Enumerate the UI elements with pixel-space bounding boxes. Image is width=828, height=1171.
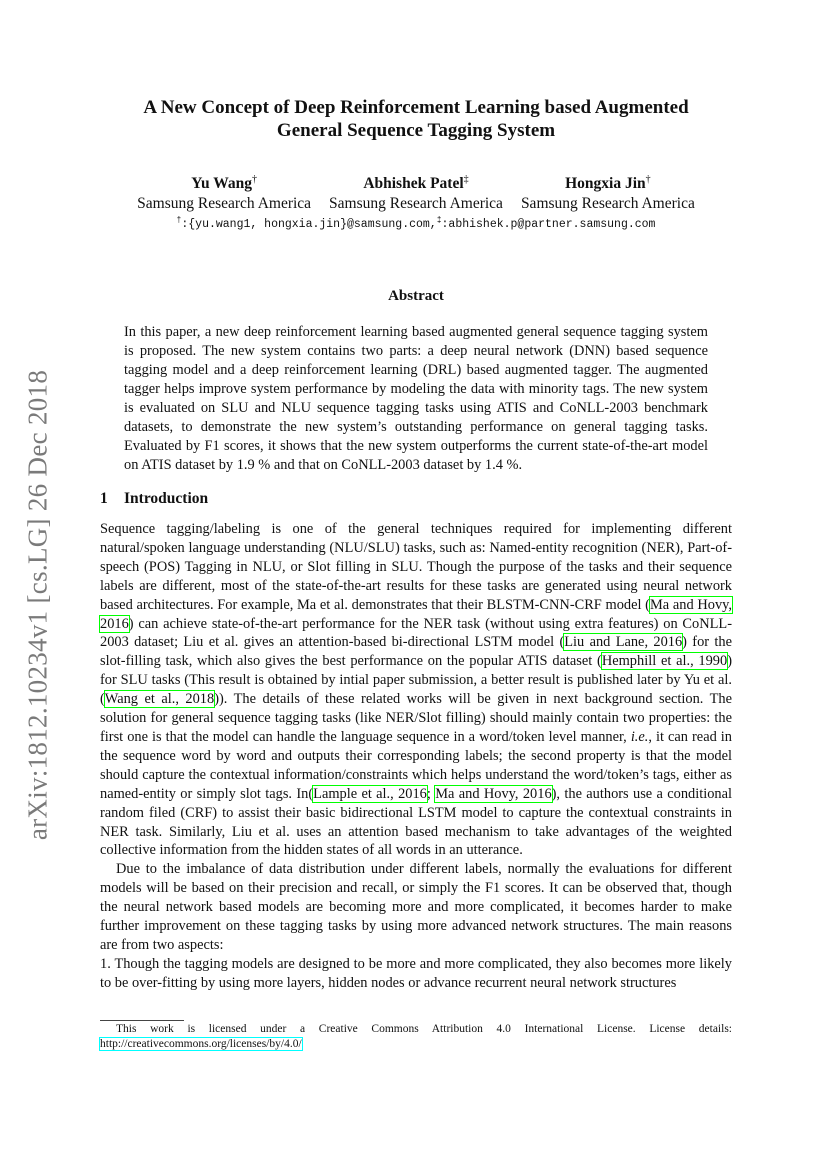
author-name: Yu Wang	[191, 175, 252, 193]
text-run: )). The details of these related works will be given in next background section. The solution for general sequence tagging tasks (like NER/Slot filling) should mainly contain two properties: the first one is that the model can handle the language sequence in a word/token level manner,	[100, 691, 733, 745]
email-text-2: :abhishek.p@partner.samsung.com	[441, 217, 656, 231]
citation-link[interactable]: Ma and Hovy, 2016	[100, 596, 732, 632]
author-mark: †	[645, 174, 651, 185]
title-line-2: General Sequence Tagging System	[276, 120, 556, 141]
paper-title	[100, 96, 732, 142]
author-mark: †	[251, 174, 257, 185]
author-mark: ‡	[463, 174, 469, 185]
paragraph	[100, 520, 732, 860]
paragraph: 1. Though the tagging models are designed to be more and more complicated, they also becomes more likely to be over-fitting by using more layers, hidden nodes or advance recurrent neural network structures	[100, 955, 732, 991]
citation-link[interactable]: Wang et al., 2018	[104, 691, 215, 708]
paragraph: Due to the imbalance of data distribution under different labels, normally the evaluations for different models will be based on their precision and recall, or simply the F1 scores. It can be observed that, though the neural network based models are becoming more and more complicated, it becomes harder to make further improvement on these tagging tasks by using more advanced network structures. The main reasons are from two aspects:	[100, 861, 732, 953]
text-run: , it can read in the sequence word by word and outputs their corresponding labels; the second property is that the model should capture the contextual information/constraints which helps understand the word/token’s tags, either as named-entity or simply slot tags. In(	[100, 728, 732, 802]
email-mark-2: ‡	[436, 216, 442, 225]
section-title: Introduction	[124, 490, 209, 507]
section-heading	[100, 490, 208, 508]
author-list	[100, 170, 732, 214]
author-block	[137, 170, 311, 214]
author-block	[329, 170, 503, 214]
author-affiliation: Samsung Research America	[137, 195, 312, 213]
title-line-1: A New Concept of Deep Reinforcement Learning based Augmented	[143, 97, 689, 118]
author-affiliation: Samsung Research America	[329, 195, 503, 213]
text-run: ;	[426, 785, 436, 802]
text-run: i.e.	[630, 728, 649, 745]
citation-link[interactable]: Lample et al., 2016	[313, 785, 427, 802]
footnote	[100, 1022, 732, 1052]
author-name: Hongxia Jin	[565, 175, 646, 193]
text-run: ) for SLU tasks (This result is obtained by intial paper submission, a better result is published later by Yu et al. (	[100, 653, 732, 708]
email-text-1: :{yu.wang1, hongxia.jin}@samsung.com,	[181, 217, 437, 231]
email-mark-1: †	[176, 216, 182, 225]
citation-link[interactable]: Ma and Hovy, 2016	[435, 785, 552, 802]
introduction-body	[100, 520, 732, 993]
author-block	[521, 170, 695, 214]
citation-link[interactable]: Hemphill et al., 1990	[601, 653, 728, 670]
arxiv-id: arXiv:1812.10234v1 [cs.LG] 26 Dec 2018	[22, 369, 53, 841]
arxiv-watermark	[18, 355, 58, 855]
footnote-text: This work is licensed under a Creative Commons Attribution 4.0 International License. License details:	[116, 1023, 732, 1035]
author-emails	[100, 213, 732, 233]
author-affiliation: Samsung Research America	[520, 195, 695, 213]
author-name: Abhishek Patel	[363, 175, 464, 193]
text-run: ) for the slot-filling task, which also gives the best performance on the popular ATIS dataset (	[100, 634, 732, 670]
license-link[interactable]: http://creativecommons.org/licenses/by/4.0/	[100, 1038, 302, 1050]
citation-link[interactable]: Liu and Lane, 2016	[564, 634, 683, 651]
abstract-text: In this paper, a new deep reinforcement learning based augmented general sequence tagging system is proposed. The new system contains two parts: a deep neural network (DNN) based sequence tagging model and a deep reinforcement learning (DRL) based augmented tagger. The augmented tagger helps improve system performance by modeling the data with minority tags. The new system is evaluated on SLU and NLU sequence tagging tasks using ATIS and CoNLL-2003 benchmark datasets, to demonstrate the new system’s outstanding performance on general tagging tasks. Evaluated by F1 scores, it shows that the new system outperforms the current state-of-the-art model on ATIS dataset by 1.9 % and that on CoNLL-2003 dataset by 1.4 %.	[124, 324, 708, 473]
text-run: Sequence tagging/labeling is one of the general techniques required for implementing different natural/spoken language understanding (NLU/SLU) tasks, such as: Named-entity recognition (NER), Part-of-speech (POS) Tagging in NLU, or Slot filling in SLU. Though the purpose of the tasks and their sequence labels are different, most of the state-of-the-art results for these tasks are generated using neural network based architectures. For example, Ma et al. demonstrates that their BLSTM-CNN-CRF model (	[100, 521, 732, 613]
text-run: ), the authors use a conditional random filed (CRF) to assist their basic bidirectional LSTM model to capture the contextual constraints in NER task. Similarly, Liu et al. uses an attention based mechanism to take advantages of the weighted collective information from the hidden states of all words in an utterance.	[100, 785, 732, 859]
footnote-divider	[100, 1020, 184, 1021]
section-number: 1	[100, 490, 108, 507]
text-run: ) can achieve state-of-the-art performance for the NER task (without using extra features) on CoNLL-2003 dataset; Liu et al. gives an attention-based bi-directional LSTM model (	[100, 615, 732, 651]
abstract-heading: Abstract	[388, 288, 444, 304]
